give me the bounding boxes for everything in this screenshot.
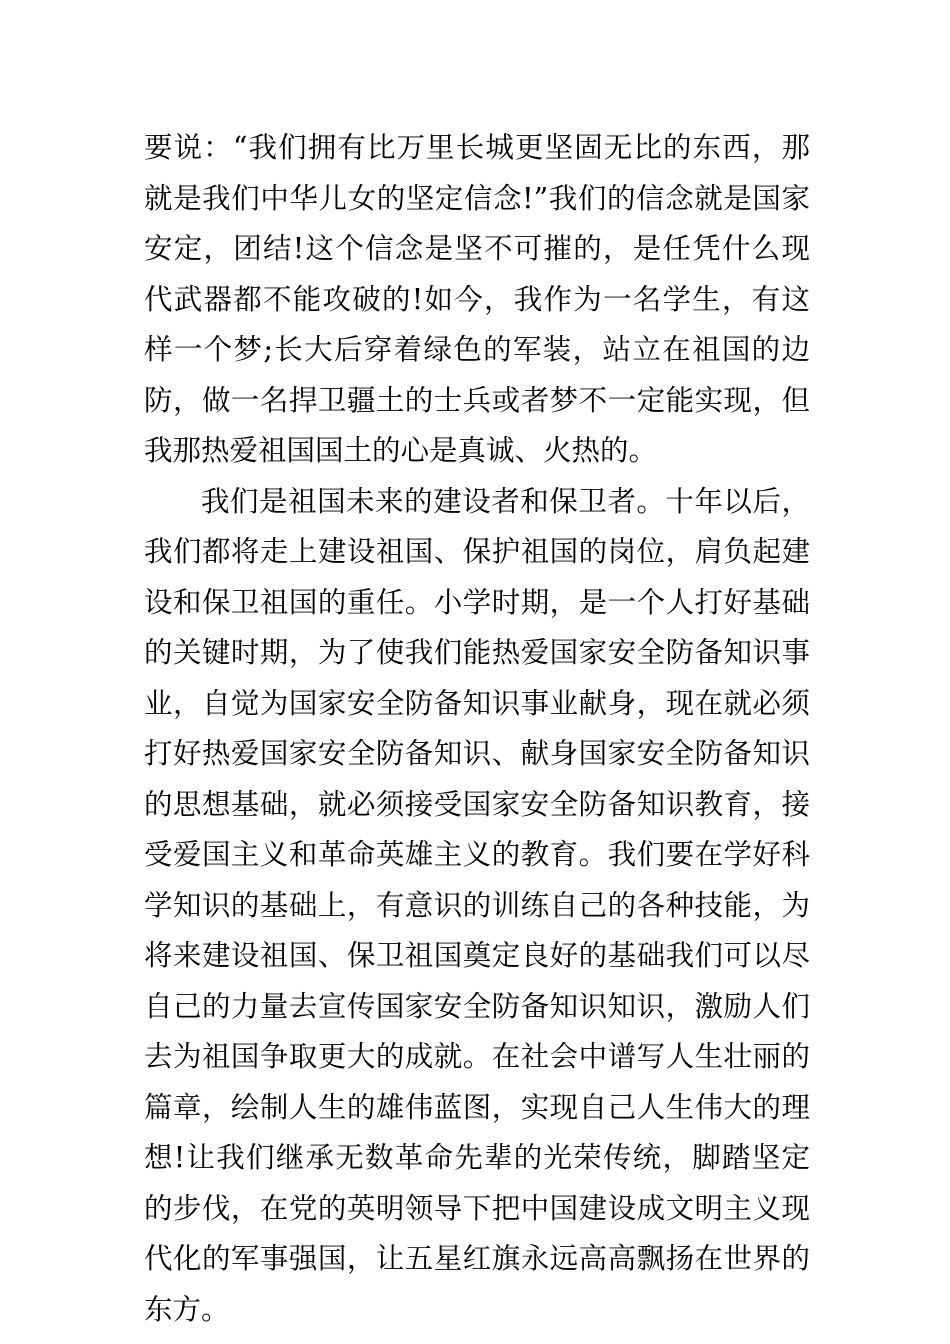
paragraph-continued: 要说：“我们拥有比万里长城更坚固无比的东西，那就是我们中华儿女的坚定信念!”我们的信念就是国家安定，团结!这个信念是坚不可摧的，是任凭什么现代武器都不能攻破的!如今，我作为一名学生，有这样一个梦;长大后穿着绿色的军装，站立在祖国的边防，做一名捍卫疆土的士兵或者梦不一定能实现，但我那热爱祖国国土的心是真诚、火热的。 — [144, 131, 810, 467]
document-body — [144, 123, 810, 1335]
paragraph: 我们是祖国未来的建设者和保卫者。十年以后，我们都将走上建设祖国、保护祖国的岗位，肩负起建设和保卫祖国的重任。小学时期，是一个人打好基础的关键时期，为了使我们能热爱国家安全防备知识事业，自觉为国家安全防备知识事业献身，现在就必须打好热爱国家安全防备知识、献身国家安全防备知识的思想基础，就必须接受国家安全防备知识教育，接受爱国主义和革命英雄主义的教育。我们要在学好科学知识的基础上，有意识的训练自己的各种技能，为将来建设祖国、保卫祖国奠定良好的基础我们可以尽自己的力量去宣传国家安全防备知识知识，激励人们去为祖国争取更大的成就。在社会中谱写人生壮丽的篇章，绘制人生的雄伟蓝图，实现自己人生伟大的理想!让我们继承无数革命先辈的光荣传统，脚踏坚定的步伐，在党的英明领导下把中国建设成文明主义现代化的军事强国，让五星红旗永远高高飘扬在世界的东方。 — [144, 484, 810, 1326]
